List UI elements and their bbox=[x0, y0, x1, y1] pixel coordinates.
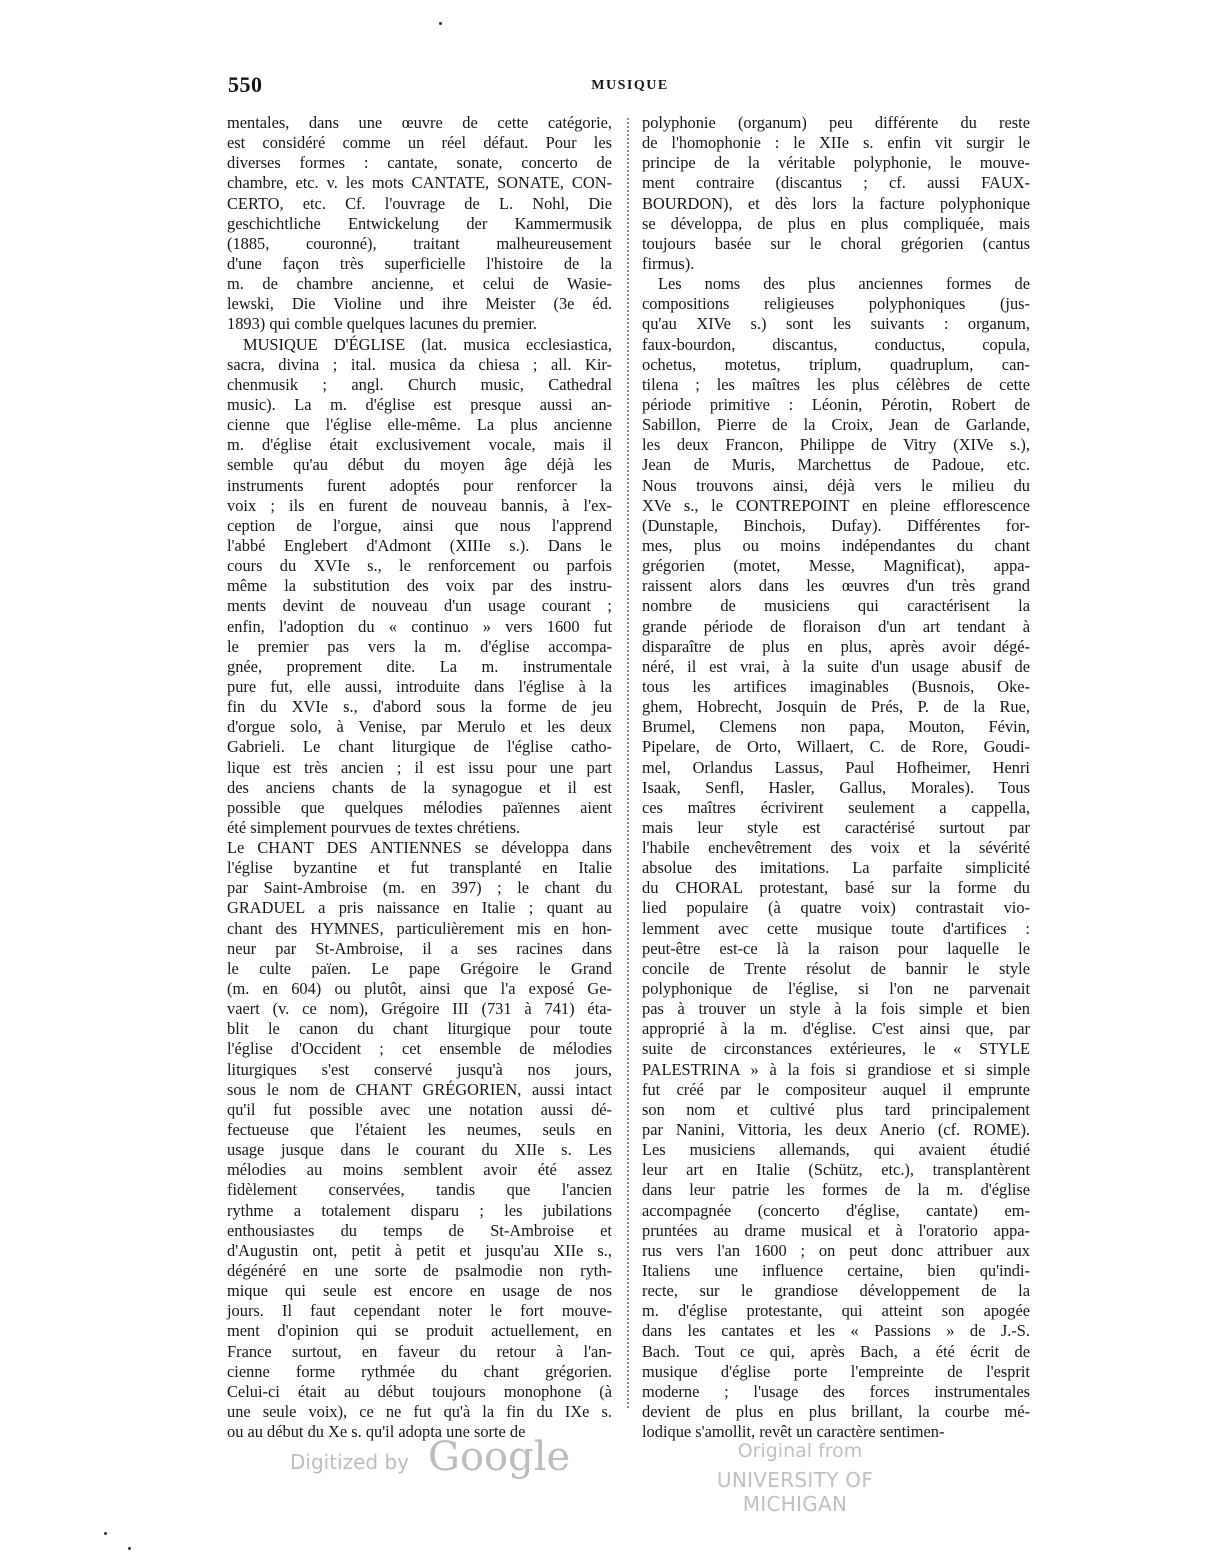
text-line: lodique s'amollit, revêt un caractère sentimen- bbox=[642, 1422, 945, 1442]
text-line: néré, il est vrai, à la suite d'un usage abusif de bbox=[642, 656, 1030, 676]
text-line: m. d'église était exclusivement vocale, mais il bbox=[227, 435, 612, 455]
text-line: Sabillon, Pierre de la Croix, Jean de Garlande, bbox=[642, 415, 1030, 435]
text-line: polyphonie (organum) peu différente du reste bbox=[642, 113, 1030, 132]
text-line: rythme a totalement disparu ; les jubilations bbox=[227, 1200, 612, 1220]
scan-speck bbox=[439, 22, 442, 25]
text-line: concile de Trente résolut de bannir le style bbox=[642, 958, 1030, 978]
text-line: période primitive : Léonin, Pérotin, Robert de bbox=[642, 394, 1030, 414]
text-line: voix ; ils en furent de nouveau bannis, à l'ex- bbox=[227, 495, 612, 515]
text-line: l'habile enchevêtrement des voix et la sévérité bbox=[642, 838, 1030, 858]
text-line: geschichtliche Entwickelung der Kammermusik bbox=[227, 213, 612, 233]
text-line: pure fut, elle aussi, introduite dans l'église à la bbox=[227, 676, 612, 696]
text-line: Brumel, Clemens non papa, Mouton, Févin, bbox=[642, 717, 1030, 737]
footer bbox=[0, 1434, 1207, 1516]
text-line: blit le canon du chant liturgique pour toute bbox=[227, 1019, 612, 1039]
text-line: le culte païen. Le pape Grégoire le Grand bbox=[227, 958, 612, 978]
page-number: 550 bbox=[228, 72, 263, 97]
text-line: des anciens chants de la synagogue et il est bbox=[227, 777, 612, 797]
text-line: music). La m. d'église est presque aussi an- bbox=[227, 394, 612, 414]
text-line: dans leur patrie les formes de la m. d'église bbox=[642, 1180, 1030, 1200]
text-line: gnée, proprement dite. La m. instrumentale bbox=[227, 656, 612, 676]
column-divider bbox=[627, 118, 629, 1408]
text-line: musique d'église porte l'empreinte de l'esprit bbox=[642, 1361, 1030, 1381]
text-line: dans les cantates et les « Passions » de J.-S. bbox=[642, 1321, 1030, 1341]
right-column bbox=[642, 113, 1030, 1442]
text-line: suite de circonstances extérieures, le « STYLE bbox=[642, 1039, 1030, 1059]
text-line: raissent alors dans les œuvres d'un très grand bbox=[642, 576, 1030, 596]
text-line: vaert (v. ce nom), Grégoire III (731 à 741) éta- bbox=[227, 999, 612, 1019]
text-line: qu'il fut possible avec une notation aussi dé- bbox=[227, 1099, 612, 1119]
text-line: ment d'opinion qui se produit actuellement, en bbox=[227, 1321, 612, 1341]
text-line: une seule voix), ce ne fut qu'à la fin du IXe s. bbox=[227, 1402, 612, 1421]
text-line: d'Augustin ont, petit à petit et jusqu'au XIIe s., bbox=[227, 1240, 612, 1260]
text-line: fectueuse que l'étaient les neumes, seuls en bbox=[227, 1120, 612, 1140]
text-line: dégénéré en une sorte de psalmodie non ryth- bbox=[227, 1261, 612, 1281]
google-logo: Google bbox=[428, 1434, 571, 1480]
text-line: l'abbé Englebert d'Admont (XIIIe s.). Dans le bbox=[227, 535, 612, 555]
text-line: Nous trouvons ainsi, déjà vers le milieu du bbox=[642, 475, 1030, 495]
text-line: se développa, de plus en plus compliquée, mais bbox=[642, 213, 1030, 233]
text-line: pruntées au drame musical et à l'oratorio appa- bbox=[642, 1220, 1030, 1240]
text-line: tilena ; les maîtres les plus célèbres de cette bbox=[642, 374, 1030, 394]
text-line: par Nanini, Vittoria, les deux Anerio (cf. ROME). bbox=[642, 1120, 1030, 1140]
text-line: Italiens une influence certaine, bien qu'indi- bbox=[642, 1261, 1030, 1281]
text-line: d'orgue solo, à Venise, par Merulo et les deux bbox=[227, 717, 612, 737]
scan-speck bbox=[128, 1547, 131, 1550]
text-line: Isaak, Senfl, Hasler, Gallus, Morales). Tous bbox=[642, 777, 1030, 797]
text-line: par Saint-Ambroise (m. en 397) ; le chant du bbox=[227, 878, 612, 898]
text-line: 1893) qui comble quelques lacunes du premier. bbox=[227, 314, 537, 334]
text-line: mes, plus ou moins indépendantes du chant bbox=[642, 535, 1030, 555]
text-line: Pipelare, de Orto, Willaert, C. de Rore, Goudi- bbox=[642, 737, 1030, 757]
text-line: instruments furent adoptés pour renforcer la bbox=[227, 475, 612, 495]
text-line: faux-bourdon, discantus, conductus, copula, bbox=[642, 334, 1030, 354]
text-line: de l'homophonie : le XIIe s. enfin vit surgir le bbox=[642, 133, 1030, 153]
text-line: l'église d'Occident ; cet ensemble de mélodies bbox=[227, 1039, 612, 1059]
text-line: Les musiciens allemands, qui avaient étudié bbox=[642, 1140, 1030, 1160]
text-line: grande période de floraison d'un art tendant à bbox=[642, 616, 1030, 636]
text-line: firmus). bbox=[642, 253, 695, 273]
text-line: Jean de Muris, Marchettus de Padoue, etc. bbox=[642, 455, 1030, 475]
text-line: tous les artifices imaginables (Busnois, Oke- bbox=[642, 676, 1030, 696]
scan-speck bbox=[104, 1532, 107, 1535]
text-line: XVe s., le CONTREPOINT en pleine efflorescence bbox=[642, 495, 1030, 515]
text-line: approprié à la m. d'église. C'est ainsi que, par bbox=[642, 1019, 1030, 1039]
text-line: France surtout, en faveur du retour à l'an- bbox=[227, 1341, 612, 1361]
text-line: cienne que l'église elle-même. La plus ancienne bbox=[227, 415, 612, 435]
text-line: ochetus, motetus, triplum, quadruplum, can- bbox=[642, 354, 1030, 374]
text-line: toujours basée sur le choral grégorien (cantus bbox=[642, 233, 1030, 253]
text-line: est considéré comme un réel défaut. Pour les bbox=[227, 133, 612, 153]
text-line: sous le nom de CHANT GRÉGORIEN, aussi intact bbox=[227, 1079, 612, 1099]
text-line: mentales, dans une œuvre de cette catégorie, bbox=[227, 113, 612, 132]
text-line: l'église byzantine et fut transplanté en Italie bbox=[227, 858, 612, 878]
text-line: rus vers l'an 1600 ; on peut donc attribuer aux bbox=[642, 1240, 1030, 1260]
text-line: lied populaire (à quatre voix) contrastait vio- bbox=[642, 898, 1030, 918]
original-from-label: Original from bbox=[737, 1440, 863, 1462]
text-line: m. d'église protestante, qui atteint son apogée bbox=[642, 1301, 1030, 1321]
text-line: disparaître de plus en plus, après avoir dégé- bbox=[642, 636, 1030, 656]
text-line: ment contraire (discantus ; cf. aussi FAUX- bbox=[642, 173, 1030, 193]
text-line: chenmusik ; angl. Church music, Cathedral bbox=[227, 374, 612, 394]
text-line: ou au début du Xe s. qu'il adopta une sorte de bbox=[227, 1422, 526, 1442]
text-line: m. de chambre ancienne, et celui de Wasie- bbox=[227, 274, 612, 294]
text-line: usage jusque dans le courant du XIIe s. Les bbox=[227, 1140, 612, 1160]
text-line: chambre, etc. v. les mots CANTATE, SONATE, CON- bbox=[227, 173, 612, 193]
text-line: mélodies au moins semblent avoir été assez bbox=[227, 1160, 612, 1180]
text-line: lemment avec cette musique toute d'artifices : bbox=[642, 918, 1030, 938]
text-line: (m. en 604) ou plutôt, ainsi que l'a exposé Ge- bbox=[227, 979, 612, 999]
text-line: moderne ; l'usage des forces instrumentales bbox=[642, 1381, 1030, 1401]
text-line: GRADUEL a pris naissance en Italie ; quant au bbox=[227, 898, 612, 918]
text-line: BOURDON), et dès lors la facture polyphonique bbox=[642, 193, 1030, 213]
text-line: enthousiastes du temps de St-Ambroise et bbox=[227, 1220, 612, 1240]
text-line: fin du XVIe s., d'abord sous la forme de jeu bbox=[227, 697, 612, 717]
text-line: pas à trouver un style à la fois simple et bien bbox=[642, 999, 1030, 1019]
text-line: leur art en Italie (Schütz, etc.), transplantèrent bbox=[642, 1160, 1030, 1180]
text-line: semble qu'au début du moyen âge déjà les bbox=[227, 455, 612, 475]
text-line: les deux Francon, Philippe de Vitry (XIVe s.), bbox=[642, 435, 1030, 455]
text-line: mique qui seule est encore en usage de nos bbox=[227, 1281, 612, 1301]
text-line: Le CHANT DES ANTIENNES se développa dans bbox=[227, 838, 612, 858]
text-line: ments devint de nouveau d'un usage courant ; bbox=[227, 596, 612, 616]
text-line: son nom et cultivé plus tard principalement bbox=[642, 1099, 1030, 1119]
text-line: lique est très ancien ; il est issu pour une part bbox=[227, 757, 612, 777]
text-line: PALESTRINA » à la fois si grandiose et si simple bbox=[642, 1059, 1030, 1079]
text-line: devient de plus en plus brillant, la courbe mé- bbox=[642, 1402, 1030, 1421]
text-line: du CHORAL protestant, basé sur la forme du bbox=[642, 878, 1030, 898]
text-line: même la substitution des voix par des instru- bbox=[227, 576, 612, 596]
text-line: recte, sur le grandiose développement de la bbox=[642, 1281, 1030, 1301]
university-label: UNIVERSITY OF MICHIGAN bbox=[716, 1468, 874, 1516]
running-head: MUSIQUE bbox=[591, 78, 669, 93]
text-line: cours du XVIe s., le renforcement ou parfois bbox=[227, 556, 612, 576]
text-line: Celui-ci était au début toujours monophone (à bbox=[227, 1381, 612, 1401]
left-column bbox=[227, 113, 612, 1442]
digitized-by-label: Digitized by bbox=[290, 1450, 409, 1474]
text-line: sacra, divina ; ital. musica da chiesa ; all. Kir- bbox=[227, 354, 612, 374]
text-line: le premier pas vers la m. d'église accompa- bbox=[227, 636, 612, 656]
text-line: ces maîtres écrivirent seulement a cappella, bbox=[642, 797, 1030, 817]
text-line: liturgiques s'est conservé jusqu'à nos jours, bbox=[227, 1059, 612, 1079]
text-line: ception de l'orgue, ainsi que nous l'apprend bbox=[227, 515, 612, 535]
text-line: diverses formes : cantate, sonate, concerto de bbox=[227, 153, 612, 173]
text-line: fidèlement conservées, tandis que l'ancien bbox=[227, 1180, 612, 1200]
text-line: CERTO, etc. Cf. l'ouvrage de L. Nohl, Die bbox=[227, 193, 612, 213]
text-line: neur par St-Ambroise, il a ses racines dans bbox=[227, 938, 612, 958]
text-line: MUSIQUE D'ÉGLISE (lat. musica ecclesiastica, bbox=[243, 334, 612, 354]
text-line: polyphonique de l'église, si l'on ne parvenait bbox=[642, 979, 1030, 999]
text-line: absolue des imitations. La parfaite simplicité bbox=[642, 858, 1030, 878]
text-line: compositions religieuses polyphoniques (jus- bbox=[642, 294, 1030, 314]
text-line: principe de la véritable polyphonie, le mouve- bbox=[642, 153, 1030, 173]
text-line: Gabrieli. Le chant liturgique de l'église catho- bbox=[227, 737, 612, 757]
text-line: ghem, Hobrecht, Josquin de Prés, P. de la Rue, bbox=[642, 697, 1030, 717]
text-line: chant des HYMNES, particulièrement mis en hon- bbox=[227, 918, 612, 938]
text-line: accompagnée (concerto d'église, cantate) em- bbox=[642, 1200, 1030, 1220]
text-line: lewski, Die Violine und ihre Meister (3e éd. bbox=[227, 294, 612, 314]
text-line: qu'au XIVe s.) sont les suivants : organum, bbox=[642, 314, 1030, 334]
text-line: jours. Il faut cependant noter le fort mouve- bbox=[227, 1301, 612, 1321]
text-line: enfin, l'adoption du « continuo » vers 1600 fut bbox=[227, 616, 612, 636]
text-line: (1885, couronné), traitant malheureusement bbox=[227, 233, 612, 253]
text-line: Les noms des plus anciennes formes de bbox=[658, 274, 1030, 294]
text-line: grégorien (motet, Messe, Magnificat), appa- bbox=[642, 556, 1030, 576]
text-line: été simplement pourvues de textes chrétiens. bbox=[227, 817, 521, 837]
text-line: (Dunstaple, Binchois, Dufay). Différentes for- bbox=[642, 515, 1030, 535]
text-line: Bach. Tout ce qui, après Bach, a été écrit de bbox=[642, 1341, 1030, 1361]
text-line: cienne forme rythmée du chant grégorien. bbox=[227, 1361, 612, 1381]
text-line: fut créé par le compositeur auquel il emprunte bbox=[642, 1079, 1030, 1099]
text-line: peut-être est-ce là la raison pour laquelle le bbox=[642, 938, 1030, 958]
text-line: nombre de musiciens qui caractérisent la bbox=[642, 596, 1030, 616]
text-line: mel, Orlandus Lassus, Paul Hofheimer, Henri bbox=[642, 757, 1030, 777]
text-line: d'une façon très superficielle l'histoire de la bbox=[227, 253, 612, 273]
text-line: possible que quelques mélodies païennes aient bbox=[227, 797, 612, 817]
text-line: mais leur style est caractérisé surtout par bbox=[642, 817, 1030, 837]
